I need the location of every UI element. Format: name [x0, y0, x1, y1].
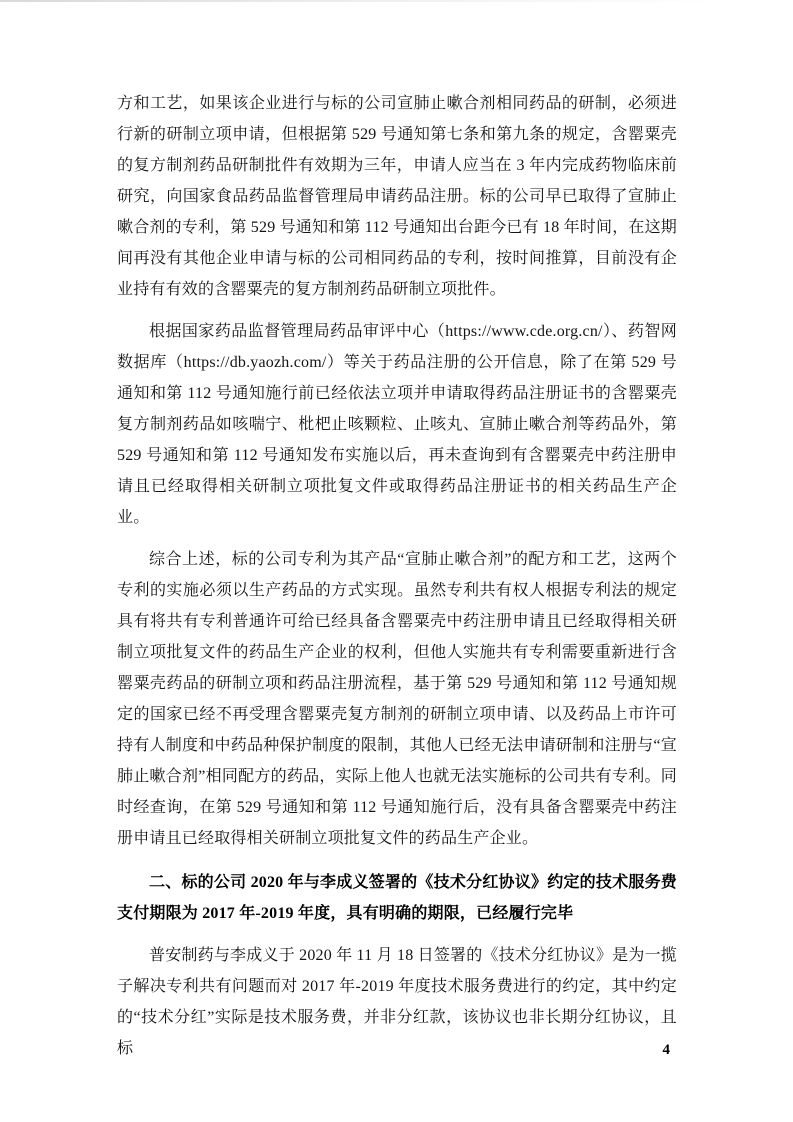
- page-number: 4: [662, 1042, 670, 1058]
- document-body: [117, 88, 677, 1075]
- paragraph-dividend-agreement: 普安制药与李成义于 2020 年 11 月 18 日签署的《技术分红协议》是为一揽子解决专利共有问题而对 2017 年-2019 年度技术服务费进行的约定，其中约定的“技术分红”实际是技术服务费，并非分红款，该协议也非长期分红协议，且标: [117, 947, 677, 1057]
- section-heading-2: 二、标的公司 2020 年与李成义签署的《技术分红协议》约定的技术服务费支付期限为 2017 年-2019 年度，具有明确的期限，已经履行完毕: [117, 874, 677, 922]
- scan-top-edge: [0, 0, 793, 2]
- paragraph-summary-conclusion: 综合上述，标的公司专利为其产品“宣肺止嗽合剂”的配方和工艺，这两个专利的实施必须以生产药品的方式实现。虽然专利共有权人根据专利法的规定具有将共有专利普通许可给已经具备含罂粟壳中药注册申请且已经取得相关研制立项批复文件的药品生产企业的权利，但他人实施共有专利需要重新进行含罂粟壳药品的研制立项和药品注册流程，基于第 529 号通知和第 112 号通知规定的国家已经不再受理含罂粟壳复方制剂的研制立项申请、以及药品上市许可持有人制度和中药品种保护制度的限制，其他人已经无法申请研制和注册与“宣肺止嗽合剂”相同配方的药品，实际上他人也就无法实施标的公司共有专利。同时经查询，在第 529 号通知和第 112 号通知施行后，没有具备含罂粟壳中药注册申请且已经取得相关研制立项批复文件的药品生产企业。: [117, 551, 677, 847]
- paragraph-patent-filing-continuation: 方和工艺，如果该企业进行与标的公司宣肺止嗽合剂相同药品的研制，必须进行新的研制立项申请，但根据第 529 号通知第七条和第九条的规定，含罂粟壳的复方制剂药品研制批件有效期为三年，申请人应当在 3 年内完成药物临床前研究，向国家食品药品监督管理局申请药品注册。标的公司早已取得了宣肺止嗽合剂的专利，第 529 号通知和第 112 号通知出台距今已有 18 年时间，在这期间再没有其他企业申请与标的公司相同药品的专利，按时间推算，目前没有企业持有有效的含罂粟壳的复方制剂药品研制立项批件。: [117, 95, 678, 298]
- page-footer: [117, 1040, 670, 1060]
- paragraph-registration-public-info: 根据国家药品监督管理局药品审评中心（https://www.cde.org.cn/）、药智网数据库（https://db.yaozh.com/）等关于药品注册的公开信息，除了在第 529 号通知和第 112 号通知施行前已经依法立项并申请取得药品注册证书的含罂粟壳复方制剂药品如咳喘宁、枇杷止咳颗粒、止咳丸、宣肺止嗽合剂等药品外，第 529 号通知和第 112 号通知发布实施以后，再未查询到有含罂粟壳中药注册申请且已经取得相关研制立项批复文件或取得药品注册证书的相关药品生产企业。: [117, 323, 677, 526]
